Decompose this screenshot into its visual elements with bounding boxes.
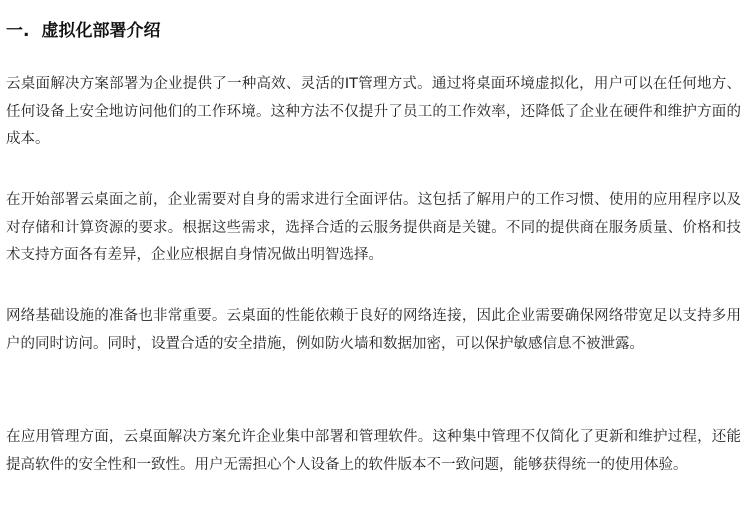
paragraph-network: 网络基础设施的准备也非常重要。云桌面的性能依赖于良好的网络连接，因此企业需要确保网络带宽足以支持多用户的同时访问。同时，设置合适的安全措施，例如防火墙和数据加密，可以保护敏感信息不被泄露。	[6, 308, 741, 352]
paragraph-intro: 云桌面解决方案部署为企业提供了一种高效、灵活的IT管理方式。通过将桌面环境虚拟化，用户可以在任何地方、任何设备上安全地访问他们的工作环境。这种方法不仅提升了员工的工作效率，还降低了企业在硬件和维护方面的成本。	[6, 76, 741, 147]
paragraph-assessment: 在开始部署云桌面之前，企业需要对自身的需求进行全面评估。这包括了解用户的工作习惯、使用的应用程序以及对存储和计算资源的要求。根据这些需求，选择合适的云服务提供商是关键。不同的提供商在服务质量、价格和技术支持方面各有差异，企业应根据自身情况做出明智选择。	[6, 192, 741, 263]
section-title: 虚拟化部署介绍	[41, 21, 161, 41]
paragraph-app-management: 在应用管理方面，云桌面解决方案允许企业集中部署和管理软件。这种集中管理不仅简化了更新和维护过程，还能提高软件的安全性和一致性。用户无需担心个人设备上的软件版本不一致问题，能够获得统一的使用体验。	[6, 429, 741, 473]
section-heading	[6, 19, 160, 43]
section-number: 一.	[6, 21, 30, 41]
